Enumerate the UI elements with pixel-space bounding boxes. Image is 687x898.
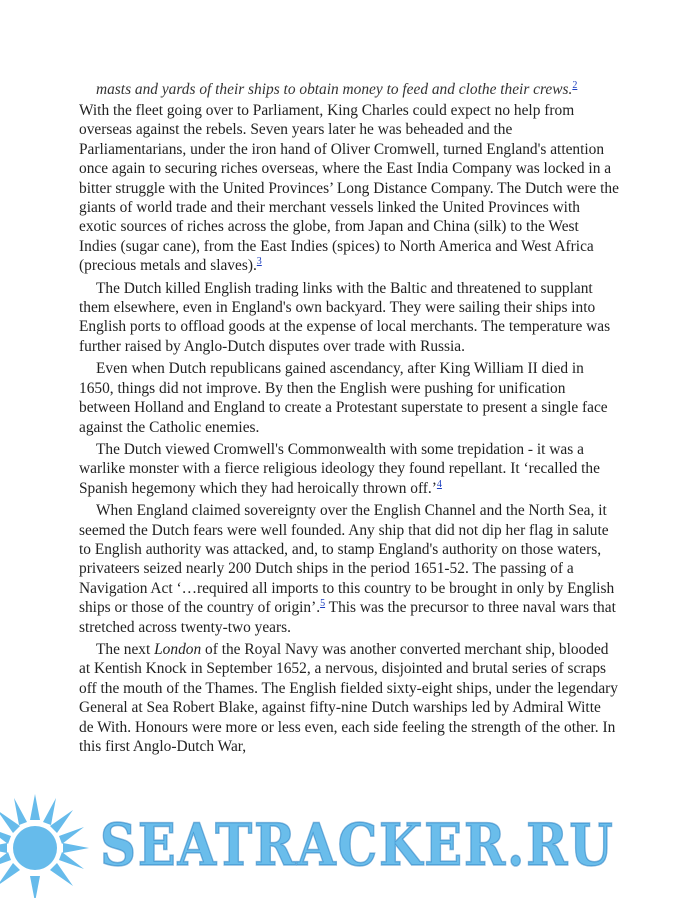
paragraph-6-text-before: The next: [96, 640, 155, 658]
paragraph-6-text-after: of the Royal Navy was another converted merchant ship, blooded at Kentish Knock in September 1652, a nervous, disjointed and brutal series of scraps off the mouth of the Thames. The English fielded sixty-eight ships, under the legendary General at Sea Robert Blake, against fifty-nine Dutch warships led by Admiral Witte de With. Honours were more or less even, each side feeling the strength of the other. In this first Anglo-Dutch War,: [79, 640, 618, 755]
footnote-link-2[interactable]: 2: [572, 80, 578, 91]
footnote-link-5[interactable]: 5: [320, 598, 326, 610]
paragraph-4: [79, 440, 619, 498]
paragraph-1: [79, 101, 619, 276]
paragraph-5-text-after: This was the precursor to three naval wars that stretched across twenty-two years.: [79, 599, 616, 636]
paragraph-2: [79, 279, 619, 357]
sunburst-icon: [0, 794, 89, 898]
paragraph-1-text: With the fleet going over to Parliament, King Charles could expect no help from overseas against the rebels. Seven years later he was beheaded and the Parliamentarians, under the iron hand of Oliver Cromwell, turned England's attention once again to securing riches overseas, where the East India Company was locked in a bitter struggle with the United Provinces’ Long Distance Company. The Dutch were the giants of world trade and their merchant vessels linked the United Provinces with exotic sources of riches across the globe, from Japan and China (silk) to the West Indies (sugar cane), from the East Indies (spices) to North America and West Africa (precious metals and slaves).: [79, 102, 619, 275]
paragraph-3: [79, 359, 619, 437]
footnote-link-4[interactable]: 4: [436, 478, 442, 490]
paragraph-2-text: The Dutch killed English trading links with the Baltic and threatened to supplant them elsewhere, even in England's own backyard. They were sailing their ships into English ports to offload goods at the expense of local merchants. The temperature was further raised by Anglo-Dutch disputes over trade with Russia.: [79, 279, 611, 355]
footnote-link-3[interactable]: 3: [256, 256, 262, 268]
paragraph-4-text: The Dutch viewed Cromwell's Commonwealth with some trepidation - it was a warlike monster with a fierce religious ideology they found repellant. It ‘recalled the Spanish hegemony which they had heroically thrown off.’: [79, 440, 600, 497]
watermark-logo-text: SEATRACKER.RU: [100, 811, 615, 879]
document-page: [79, 79, 619, 759]
block-quote: [96, 79, 619, 100]
paragraph-3-text: Even when Dutch republicans gained ascendancy, after King William II died in 1650, things did not improve. By then the English were pushing for unification between Holland and England to create a Protestant superstate to present a single face against the Catholic enemies.: [79, 360, 608, 436]
paragraph-6: [79, 640, 619, 756]
paragraph-5: [79, 501, 619, 637]
ship-name-emphasis: London: [154, 640, 202, 658]
quote-text: masts and yards of their ships to obtain money to feed and clothe their crews.: [96, 81, 573, 98]
paragraph-5-text-before: When England claimed sovereignty over the English Channel and the North Sea, it seemed the Dutch fears were well founded. Any ship that did not dip her flag in salute to English authority was attacked, and, to stamp England's authority on those waters, privateers seized nearly 200 Dutch ships in the period 1651-52. The passing of a Navigation Act ‘…required all imports to this country to be brought in only by English ships or those of the country of origin’.: [79, 502, 615, 617]
